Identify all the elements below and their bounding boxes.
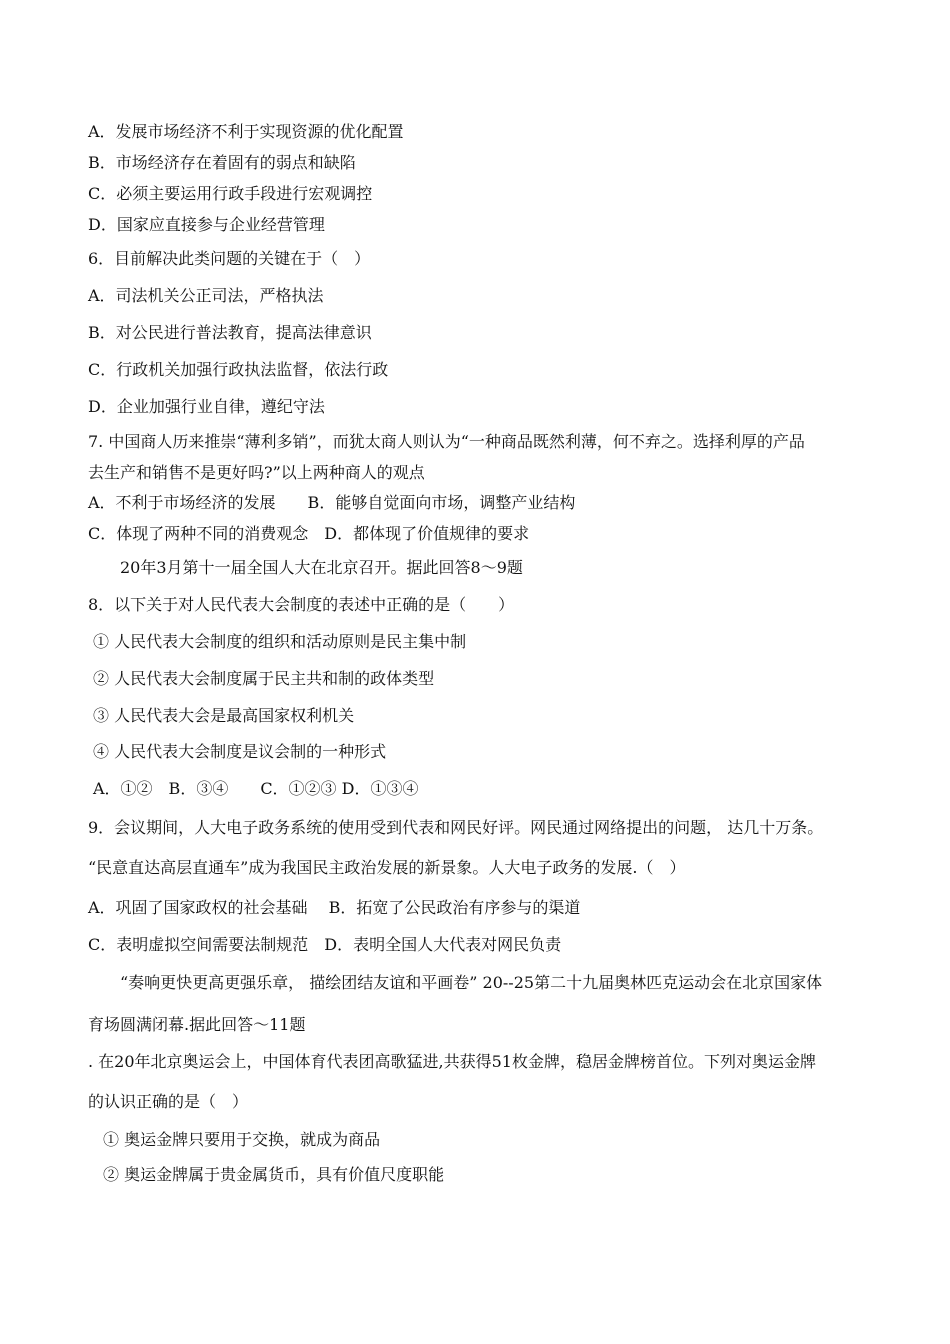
question-9-line-2: “民意直达高层直通车”成为我国民主政治发展的新景象。人大电子政务的发展.（ ） xyxy=(88,858,686,877)
section-intro-10-11-line-1: “奏响更快更高更强乐章， 描绘团结友谊和平画卷” 20--25第二十九届奥林匹克运动会在北京国家体 xyxy=(120,973,823,992)
options-9cd: C．表明虚拟空间需要法制规范 D．表明全国人大代表对网民负责 xyxy=(88,935,562,954)
options-7ab: A．不利于市场经济的发展 B．能够自觉面向市场，调整产业结构 xyxy=(88,493,576,512)
statement-8-4: ④ 人民代表大会制度是议会制的一种形式 xyxy=(93,742,387,761)
option-5b: B．市场经济存在着固有的弱点和缺陷 xyxy=(88,153,356,172)
statement-10-2: ② 奥运金牌属于贵金属货币，具有价值尺度职能 xyxy=(103,1165,445,1184)
option-5d: D．国家应直接参与企业经营管理 xyxy=(88,215,325,234)
statement-8-2: ② 人民代表大会制度属于民主共和制的政体类型 xyxy=(93,669,435,688)
option-6c: C．行政机关加强行政执法监督，依法行政 xyxy=(88,360,389,379)
question-10-line-1: . 在20年北京奥运会上，中国体育代表团高歌猛进,共获得51枚金牌，稳居金牌榜首位。下列对奥运金牌 xyxy=(88,1052,816,1071)
options-7cd: C．体现了两种不同的消费观念 D．都体现了价值规律的要求 xyxy=(88,524,530,543)
question-6: 6．目前解决此类问题的关键在于（ ） xyxy=(88,249,371,268)
question-7-line-1: 7. 中国商人历来推崇“薄利多销”，而犹太商人则认为“一种商品既然利薄，何不弃之。选择利厚的产品 xyxy=(88,432,805,451)
options-9ab: A．巩固了国家政权的社会基础 B．拓宽了公民政治有序参与的渠道 xyxy=(88,898,581,917)
statement-8-1: ① 人民代表大会制度的组织和活动原则是民主集中制 xyxy=(93,632,467,651)
option-6a: A．司法机关公正司法，严格执法 xyxy=(88,286,324,305)
question-7-line-2: 去生产和销售不是更好吗?”以上两种商人的观点 xyxy=(88,463,425,482)
statement-8-3: ③ 人民代表大会是最高国家权利机关 xyxy=(93,706,355,725)
question-8: 8．以下关于对人民代表大会制度的表述中正确的是（ ） xyxy=(88,595,515,614)
statement-10-1: ① 奥运金牌只要用于交换，就成为商品 xyxy=(103,1130,381,1149)
options-8: A．①② B．③④ C．①②③ D．①③④ xyxy=(93,779,419,798)
option-5c: C．必须主要运用行政手段进行宏观调控 xyxy=(88,184,373,203)
question-10-line-2: 的认识正确的是（ ） xyxy=(88,1092,249,1111)
section-intro-8-9: 20年3月第十一届全国人大在北京召开。据此回答8～9题 xyxy=(120,558,523,577)
option-6b: B．对公民进行普法教育，提高法律意识 xyxy=(88,323,372,342)
question-9-line-1: 9．会议期间，人大电子政务系统的使用受到代表和网民好评。网民通过网络提出的问题， 达几十万条。 xyxy=(88,818,824,837)
option-5a: A．发展市场经济不利于实现资源的优化配置 xyxy=(88,122,404,141)
section-intro-10-11-line-2: 育场圆满闭幕.据此回答～11题 xyxy=(88,1015,306,1034)
option-6d: D．企业加强行业自律，遵纪守法 xyxy=(88,397,325,416)
